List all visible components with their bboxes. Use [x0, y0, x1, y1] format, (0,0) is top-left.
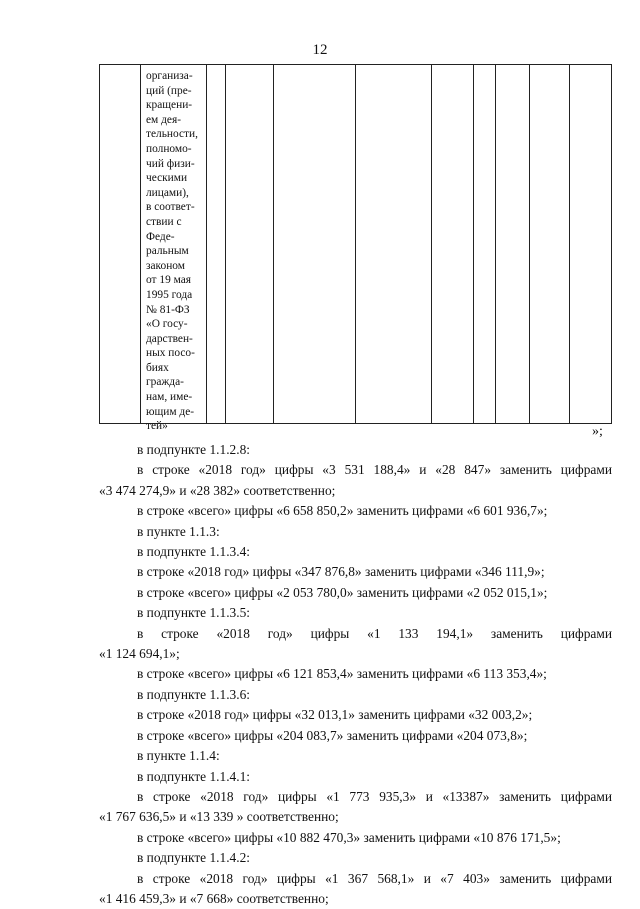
paragraph: «1 124 694,1»; [99, 646, 180, 662]
paragraph: в подпункте 1.1.4.1: [137, 768, 251, 784]
paragraph: в строке «всего» цифры «204 083,7» заменить цифрами «204 073,8»; [137, 727, 528, 743]
table-column-border [225, 65, 226, 423]
table-cell-line: в соответ- [146, 201, 195, 214]
table-cell-line: Феде- [146, 230, 175, 243]
table-column-border [140, 65, 141, 423]
paragraph: в строке «2018 год» цифры «347 876,8» заменить цифрами «346 111,9»; [137, 564, 545, 580]
table-cell-line: законом [146, 259, 185, 272]
paragraph: в подпункте 1.1.2.8: [137, 442, 251, 457]
table-cell-line: ческими [146, 172, 188, 185]
table-column-border [431, 65, 432, 423]
paragraph: «3 474 274,9» и «28 382» соответственно; [99, 482, 336, 498]
table-cell-line: ральным [146, 245, 189, 258]
paragraph: в строке «2018 год» цифры «1 133 194,1» заменить цифрами [137, 625, 612, 641]
table-cell-line: биях [146, 361, 169, 374]
table-column-border [99, 65, 100, 423]
paragraph: в строке «всего» цифры «6 658 850,2» заменить цифрами «6 601 936,7»; [137, 503, 548, 519]
table-cell-line: полномо- [146, 142, 192, 155]
table-column-border [495, 65, 496, 423]
paragraph: в подпункте 1.1.3.4: [137, 544, 251, 560]
table-closing-mark: »; [592, 424, 603, 439]
table-cell-line: ных посо- [146, 347, 195, 360]
table-cell-line: ющим де- [146, 405, 195, 418]
paragraph: в пункте 1.1.4: [137, 748, 220, 764]
document-body [99, 440, 612, 909]
table-column-border [206, 65, 207, 423]
table-cell-line: дарствен- [146, 332, 193, 345]
table-cell-line: кращени- [146, 99, 193, 112]
table-cell-line: нам, име- [146, 391, 193, 404]
table-cell-line: ствии с [146, 215, 182, 228]
table-cell-line: 1995 года [146, 288, 193, 301]
paragraph: «1 416 459,3» и «7 668» соответственно; [99, 890, 329, 906]
paragraph: в строке «2018 год» цифры «32 013,1» заменить цифрами «32 003,2»; [137, 707, 533, 723]
table-cell-line: тельности, [146, 128, 198, 141]
table-column-border [473, 65, 474, 423]
table-cell-line: чий физи- [146, 157, 195, 170]
paragraph: в строке «2018 год» цифры «3 531 188,4» и «28 847» заменить цифрами [137, 462, 612, 478]
table-column-border [273, 65, 274, 423]
paragraph: в подпункте 1.1.3.5: [137, 605, 251, 621]
table-column-border [611, 65, 612, 423]
table-cell-line: ем дея- [146, 113, 181, 126]
paragraph: в подпункте 1.1.3.6: [137, 686, 251, 702]
table-cell-line: «О госу- [146, 318, 188, 331]
table-cell-line: от 19 мая [146, 274, 192, 287]
paragraph: в строке «всего» цифры «10 882 470,3» заменить цифрами «10 876 171,5»; [137, 829, 561, 845]
table-column-border [355, 65, 356, 423]
paragraph: в пункте 1.1.3: [137, 523, 220, 539]
paragraph: в строке «всего» цифры «2 053 780,0» заменить цифрами «2 052 015,1»; [137, 584, 548, 600]
paragraph: «1 767 636,5» и «13 339 » соответственно; [99, 809, 339, 825]
table-cell-line: организа- [146, 70, 193, 82]
table-fragment [99, 64, 612, 433]
table-column-border [569, 65, 570, 423]
table-cell-line: гражда- [146, 376, 184, 389]
paragraph: в строке «всего» цифры «6 121 853,4» заменить цифрами «6 113 353,4»; [137, 666, 547, 682]
table-cell-line: ций (пре- [146, 84, 192, 97]
paragraph: в строке «2018 год» цифры «1 367 568,1» и «7 403» заменить цифрами [137, 870, 612, 886]
paragraph: в подпункте 1.1.4.2: [137, 850, 251, 866]
page-number: 12 [312, 42, 328, 58]
table-column-border [529, 65, 530, 423]
table-cell-line: лицами), [146, 186, 189, 199]
table-cell-description [146, 69, 206, 434]
paragraph: в строке «2018 год» цифры «1 773 935,3» и «13387» заменить цифрами [137, 788, 612, 804]
table-cell-line: тей» [146, 420, 168, 433]
table-cell-line: № 81-ФЗ [146, 303, 190, 316]
